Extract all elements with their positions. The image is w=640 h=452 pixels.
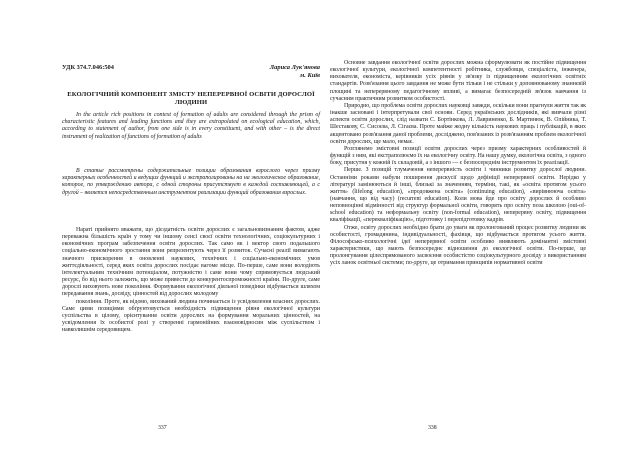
article-title: ЕКОЛОГІЧНИЙ КОМПОНЕНТ ЗМІСТУ НЕПЕРЕРВНОЇ ОСВІТИ ДОРОСЛОЇ ЛЮДИНИ xyxy=(67,91,315,107)
paragraph: Перше. З позицій тлумачення неперервність освіти і чинники розвитку дорослої людини. Останніми роками набули поширення дискусії щодо дефініції неперервної освіти. Нерідко у літературі замінюються й інші, близькі за значенням, терміни, такі, як «освіта протягом усього життя» (lifelong education), «продовжена освіта» (continuing education), «вирівнююча освіта» (навчання, що від часу) (recurrent education). Коли мова йде про освіту дорослих й особливо неповноцінні відмінності від структур формальної освіти, говорять про освіту поза школою (out-of-school education) та неформальну освіту (non-formal education), неперервну освіту, підвищення кваліфікації, «перекваліфікацію», підготовку і перепідготовку кадрів. xyxy=(330,167,586,224)
abstract-russian: В статье рассмотрены содержательные позиции образования взрослого через призму характерных особенностей и ведущих функций и экстраполированы на на экологическое образование, которое, по утверждению автора, с одной стороны присутствует в каждой составляющей, а с другой – является непосредственным инструментом реализации функций образования взрослых. xyxy=(62,168,320,196)
author-name: Лариса Лук'янова xyxy=(269,64,320,71)
right-page xyxy=(330,0,586,452)
page-number: 337 xyxy=(158,425,167,431)
page-number: 338 xyxy=(428,425,437,431)
author-block xyxy=(270,64,320,80)
paragraph: покоління. Проте, як відомо, вихований людина починається із усвідомлення власних дорослих. Саме цими позиціями обґрунтовується необхідність підвищення рівня екологічної культури суспільства в цілому, орієнтування освіти дорослих на формування моральних цінностей, на усвідомлення їх особистої ролі у створенні гармонійних взаємовідносин між суспільством і навколишнім середовищем. xyxy=(62,298,320,334)
author-city: м. Київ xyxy=(299,72,320,79)
paragraph: Природно, що проблема освіти дорослих науковці завжди, оскільки вони прагнули життя так як інакше засновані і інтерпретували свої основи. Серед українських дослідників, які вивчали різні аспекти освіти дорослих, слід назвати С. Бортінкова, Л. Лавриненко, Б. Мартинюк, В. Олійника, Т. Шестакову, С. Сисоєва, Л. Сігаєва. Проте майже жодну кількість наукових праць і публікацій, в яких акцентовано розв'язання даної проблеми, досліджено, пов'язаних із розв'язанням проблем екологічної освіти дорослих, ще мало, немає. xyxy=(330,102,586,145)
paragraph: Отже, освіту дорослих необхідно брати до уваги як пролонгований процес розвитку людини як особистості, громадянина, індивідуальності, фахівця, що відбувається протягом усього життя. Філософсько-психологічні ідеї неперервної освіти особливо виявляють домінантні змістовні характеристики, що мають безпосереднє відношення до екологічної освіти. По-перше, це пролонгування цілеспрямованого засвоєння особистістю соціокультурного досвіду з використанням усіх ланок освітньої системи; по-друге, це отримання принципів нормативної освіти xyxy=(330,224,586,267)
paragraph: Розглянемо змістовні позиції освіти дорослих через призму характерних особливостей й функцій з ним, які екстраполюємо їх на екологічну освіту. На нашу думку, екологічна освіта, з одного боку, присутня у кожній їх складовій, а з іншого — є безпосереднім інструментом їх реалізації. xyxy=(330,145,586,167)
left-page xyxy=(62,0,320,452)
paragraph: Нараті прийнято вважати, що дієздатність освіти дорослих є загальновизнаним фактом, адже переважна більшість країн у тому чи іншому сенсі своєї освіти технологічних, соціокультурних і економічних програм забезпечення освіти дорослих. Так само як і вектор свого подальшого соціально-економічного зростання вони репрезентують через її розвиток. Сучасні реалії вимагають значного прискорення в оновленні наукових, технічних і соціально-економічних умов життєдіяльності, серед яких освіта дорослих посідає вагоме місце. По-перше, саме вони володіють інтелектуальним технічним потенціалом, потужністю і саме вони чому спрямовується людський ресурс, бо від нього залежить, що може привести до конкурентоспроможності країни. По-друге, саме дорослі виховують нове покоління. Формування екологічної діяльної поведінки відбувається шляхом передавання знань, досвіду, цінностей від дорослих молодому xyxy=(62,227,320,298)
paragraph: Основне завдання екологічної освіти дорослих можна сформулювати як постійне підвищення екологічної культури, екологічної компетентності робітника, службовця, спеціаліста, інженера, вихователя, економіста, керівників усіх рівнів у зв'язку із підвищенням екологічних освітніх стандартів. Розв'язання цього завдання не може бути тільки і не стільки у доповнюваному знаннєвій площині та неперервному педагогічному впливі, а вимагає безпосередній зв'язок навчання із сучасним практичним розвитком особистості. xyxy=(330,60,586,102)
abstract-english: In the article rich positions in context of formation of adults are considered through the prism of characteristic features and leading functions and they are extrapolated on ecological education, which, according to statement of author, from one side is in every constituent, and with other – is the direct instrument of realization of functions of formation of adults xyxy=(62,112,320,140)
udk-code: УДК 374.7.046:504 xyxy=(62,64,114,71)
body-text xyxy=(330,60,586,268)
body-text xyxy=(62,227,320,334)
